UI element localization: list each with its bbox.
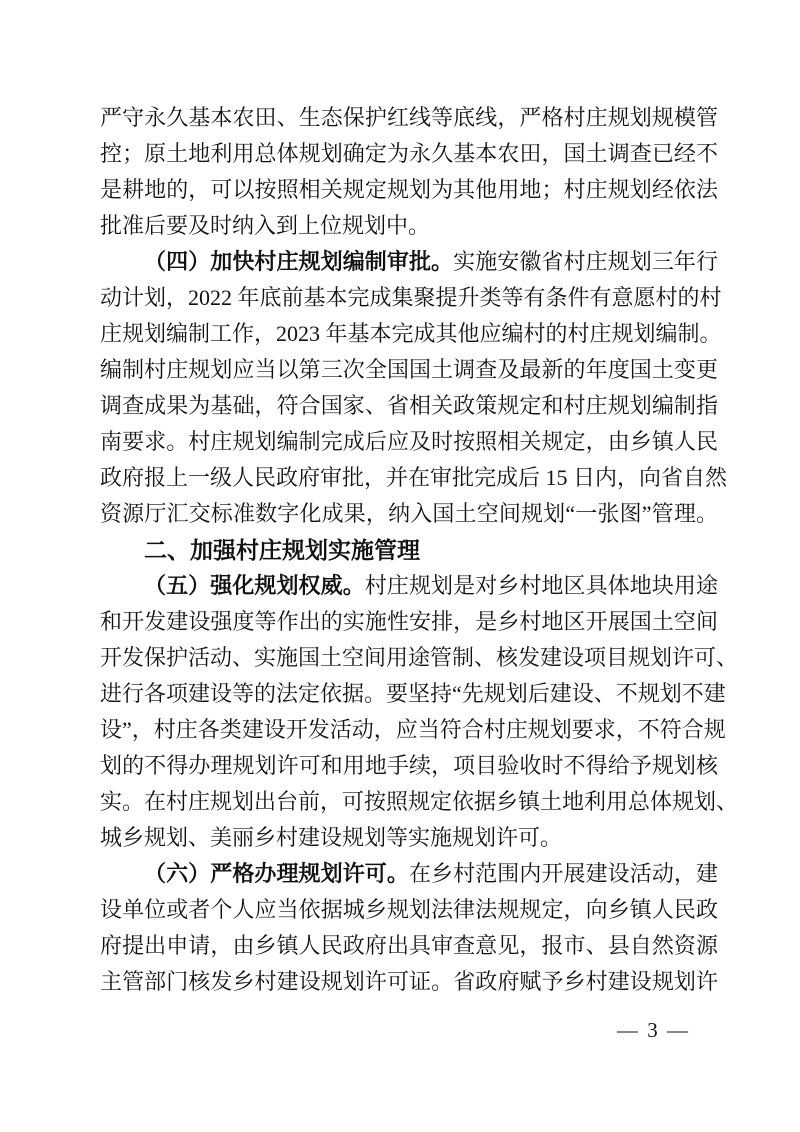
- text-line: [100, 280, 722, 316]
- text-line: [100, 460, 728, 496]
- body-text: 动计划，2022 年底前基本完成集聚提升类等有条件有意愿村的村: [100, 285, 722, 310]
- text-line: [100, 604, 718, 640]
- body-text: 是耕地的，可以按照相关规定规划为其他用地；村庄规划经依法: [100, 177, 718, 202]
- text-line: [100, 892, 718, 928]
- text-line: [100, 784, 739, 820]
- body-text: 主管部门核发乡村建设规划许可证。省政府赋予乡村建设规划许: [100, 969, 718, 994]
- body-text: 设”，村庄各类建设开发活动，应当符合村庄规划要求，不符合规: [100, 717, 726, 742]
- text-line: [100, 172, 718, 208]
- text-line: [100, 532, 718, 568]
- body-text: 调查成果为基础，符合国家、省相关政策规定和村庄规划编制指: [100, 393, 718, 418]
- section-heading: 二、加强村庄规划实施管理: [144, 537, 420, 563]
- body-text: 控；原土地利用总体规划确定为永久基本农田，国土调查已经不: [100, 141, 718, 166]
- text-line: [100, 100, 718, 136]
- body-text: 开发保护活动、实施国土空间用途管制、核发建设项目规划许可、: [100, 645, 739, 670]
- text-line: [100, 856, 718, 892]
- text-line: [100, 820, 718, 856]
- text-line: [100, 208, 718, 244]
- body-text: 进行各项建设等的法定依据。要坚持“先规划后建设、不规划不建: [100, 681, 726, 706]
- body-text: 编制村庄规划应当以第三次全国国土调查及最新的年度国土变更: [100, 357, 718, 382]
- text-line: [100, 496, 718, 532]
- text-line: [100, 244, 718, 280]
- body-text: 实施安徽省村庄规划三年行: [453, 249, 718, 274]
- body-text: 设单位或者个人应当依据城乡规划法律法规规定，向乡镇人民政: [100, 897, 718, 922]
- text-line: [100, 388, 718, 424]
- body-text: 严守永久基本农田、生态保护红线等底线，严格村庄规划规模管: [100, 105, 718, 130]
- text-line: [100, 136, 718, 172]
- body-text: 政府报上一级人民政府审批，并在审批完成后 15 日内，向省自然: [100, 465, 728, 490]
- text-line: [100, 928, 718, 964]
- body-text: 资源厅汇交标准数字化成果，纳入国土空间规划“一张图”管理。: [100, 501, 718, 526]
- page-number: — 3 —: [617, 1018, 690, 1042]
- text-line: [100, 352, 718, 388]
- body-text: 在乡村范围内开展建设活动，建: [408, 861, 718, 886]
- body-text: 和开发建设强度等作出的实施性安排，是乡村地区开展国土空间: [100, 609, 718, 634]
- text-line: [100, 964, 718, 1000]
- body-text: 城乡规划、美丽乡村建设规划等实施规划许可。: [100, 825, 563, 850]
- paragraph-lead: （六）严格办理规划许可。: [144, 861, 409, 886]
- text-line: [100, 676, 726, 712]
- paragraph-lead: （五）强化规划权威。: [144, 573, 365, 598]
- text-line: [100, 424, 718, 460]
- body-text: 划的不得办理规划许可和用地手续，项目验收时不得给予规划核: [100, 753, 718, 778]
- document-body: [100, 100, 739, 1000]
- text-line: [100, 640, 739, 676]
- body-text: 批准后要及时纳入到上位规划中。: [100, 213, 431, 238]
- text-line: [100, 568, 718, 604]
- text-line: [100, 748, 718, 784]
- text-line: [100, 712, 726, 748]
- body-text: 庄规划编制工作，2023 年基本完成其他应编村的村庄规划编制。: [100, 321, 722, 346]
- body-text: 实。在村庄规划出台前，可按照规定依据乡镇土地利用总体规划、: [100, 789, 739, 814]
- body-text: 南要求。村庄规划编制完成后应及时按照相关规定，由乡镇人民: [100, 429, 718, 454]
- body-text: 村庄规划是对乡村地区具体地块用途: [364, 573, 718, 598]
- paragraph-lead: （四）加快村庄规划编制审批。: [144, 249, 454, 274]
- body-text: 府提出申请，由乡镇人民政府出具审查意见，报市、县自然资源: [100, 933, 718, 958]
- text-line: [100, 316, 722, 352]
